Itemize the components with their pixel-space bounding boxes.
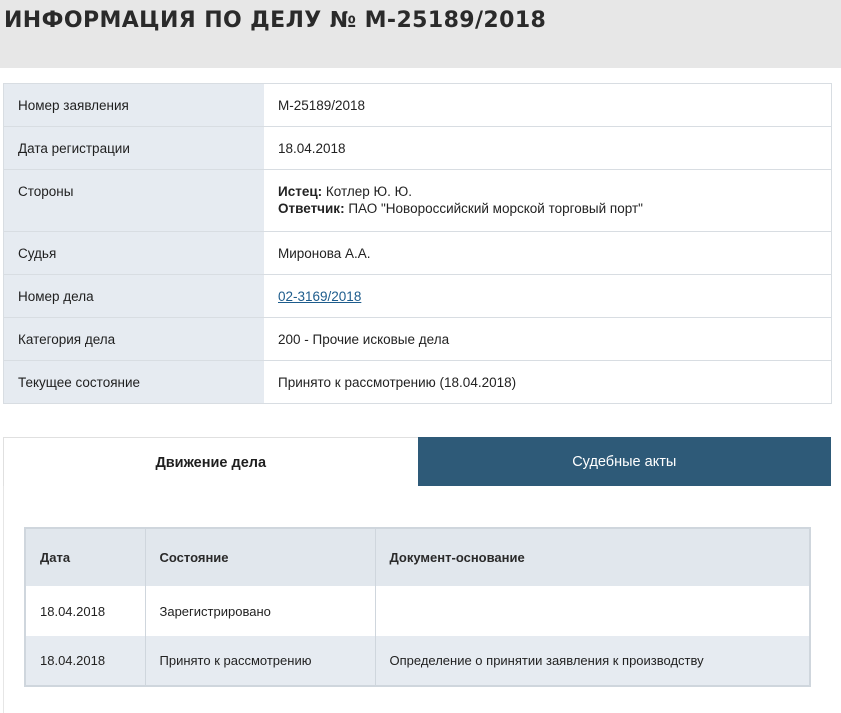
info-row-application-number [4,84,831,127]
table-row [25,586,810,636]
cell-date: 18.04.2018 [40,653,106,668]
cell-document: Определение о принятии заявления к производству [375,636,810,686]
info-row-status [4,361,831,403]
page-title: ИНФОРМАЦИЯ ПО ДЕЛУ № М-25189/2018 [4,8,547,33]
info-value [264,275,831,317]
cell-document [375,586,810,636]
title-bar [0,0,841,68]
info-label: Стороны [4,170,264,231]
defendant-line [278,200,817,217]
defendant-label: Ответчик: [278,201,345,216]
info-row-category [4,318,831,361]
info-label: Текущее состояние [4,361,264,403]
info-row-registration-date [4,127,831,170]
tab-case-movement[interactable]: Движение дела [3,437,418,487]
table-row [25,636,810,686]
column-header-state: Состояние [145,528,375,586]
plaintiff-value: Котлер Ю. Ю. [325,184,413,199]
info-value: Миронова А.А. [278,246,371,261]
info-label: Номер заявления [4,84,264,126]
defendant-value: ПАО "Новороссийский морской торговый порт" [348,201,643,216]
movement-table [24,527,811,687]
info-row-case-number [4,275,831,318]
info-label: Дата регистрации [4,127,264,169]
plaintiff-label: Истец: [278,184,323,199]
cell-date: 18.04.2018 [40,603,106,619]
tab-court-acts[interactable]: Судебные акты [418,437,832,487]
table-header-row [25,528,810,586]
tab-bar [3,437,831,487]
cell-state: Зарегистрировано [145,586,375,636]
column-header-document: Документ-основание [375,528,810,586]
info-value: М-25189/2018 [278,98,366,113]
info-row-parties [4,170,831,232]
info-value: 18.04.2018 [278,141,346,156]
case-number-link[interactable]: 02-3169/2018 [278,289,362,304]
info-label: Номер дела [4,275,264,317]
info-label: Категория дела [4,318,264,360]
case-info-table [3,83,832,404]
info-row-judge [4,232,831,275]
info-value: 200 - Прочие исковые дела [278,332,450,347]
info-value: Принято к рассмотрению (18.04.2018) [278,375,517,390]
info-label: Судья [4,232,264,274]
column-header-date: Дата [40,550,71,565]
cell-state: Принято к рассмотрению [145,636,375,686]
plaintiff-line [278,183,817,200]
info-value-parties [264,170,831,231]
